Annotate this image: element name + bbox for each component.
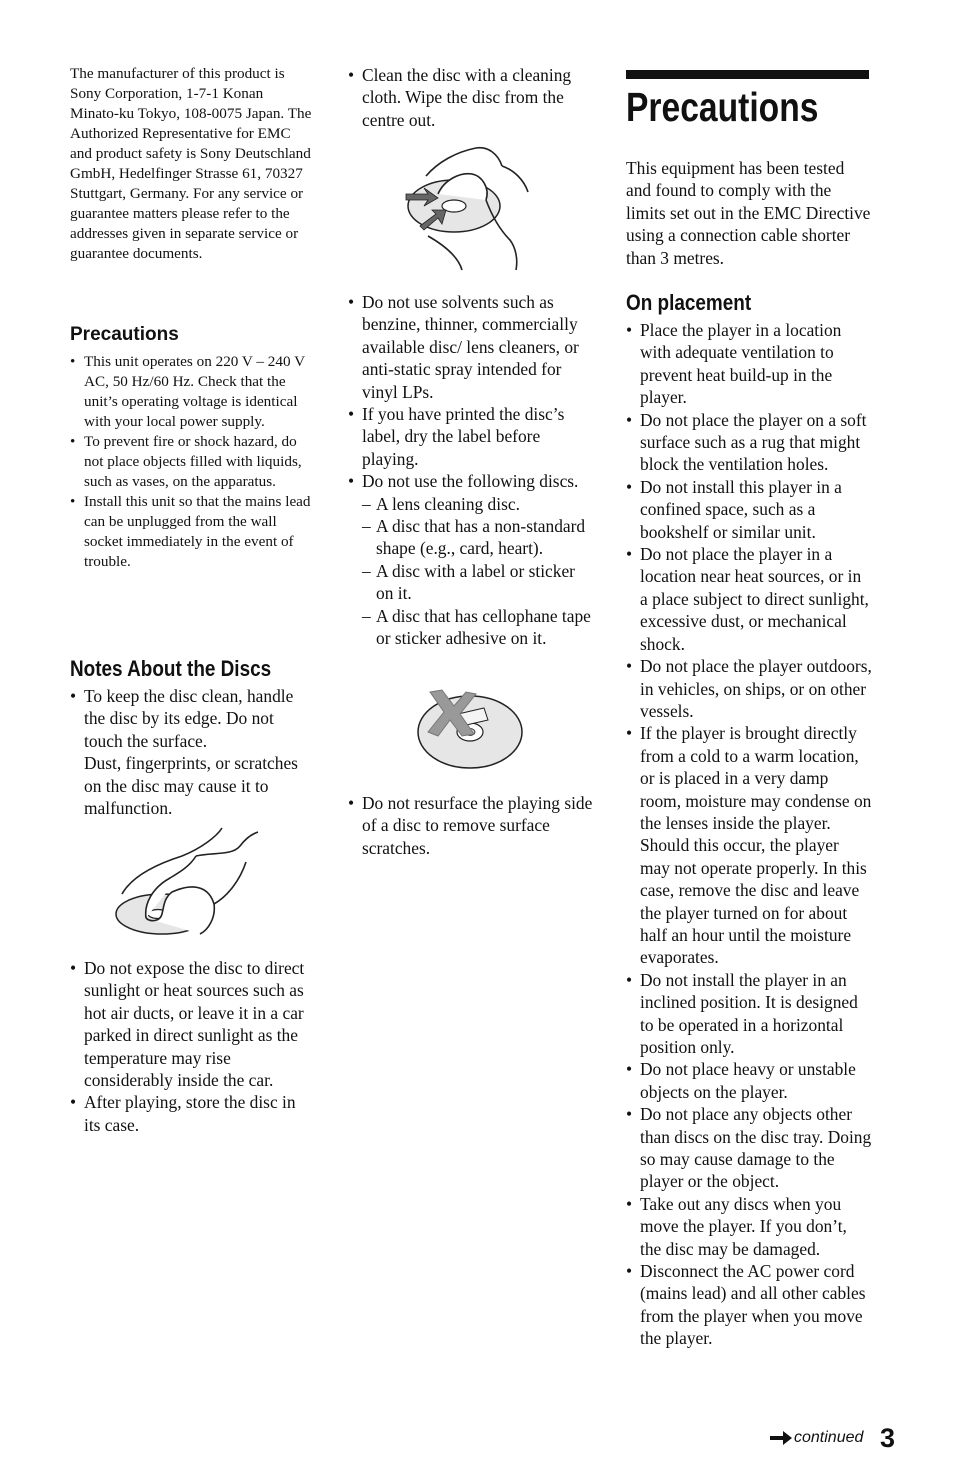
middle-list	[362, 291, 594, 650]
list-item: • Do not expose the disc to direct sunlight or heat sources such as hot air ducts, or leave it in a car parked in direct sunlight as the temperature may rise considerably inside the car.	[84, 957, 316, 1091]
list-item: • Do not place the player outdoors, in vehicles, on ships, or on other vessels.	[640, 655, 872, 722]
precautions-subheading: Precautions	[70, 324, 179, 345]
page-number: 3	[880, 1423, 896, 1453]
notes-heading: Notes About the Discs	[70, 656, 272, 681]
dash-item: – A lens cleaning disc.	[362, 493, 594, 515]
right-arrow-icon	[770, 1431, 792, 1445]
notes-item-text: To keep the disc clean, handle the disc by its edge. Do not touch the surface.	[84, 686, 294, 751]
title-rule	[626, 70, 869, 79]
list-item	[362, 470, 594, 649]
dash-item: – A disc that has cellophane tape or sticker adhesive on it.	[362, 605, 594, 650]
list-item: • This unit operates on 220 V – 240 V AC, 50 Hz/60 Hz. Check that the unit’s operating voltage is identical with your local power supply.	[84, 352, 314, 432]
disc-dash-list	[362, 493, 594, 650]
manufacturer-paragraph: The manufacturer of this product is Sony Corporation, 1-7-1 Konan Minato-ku Tokyo, 108-0075 Japan. The Authorized Representative for EMC and product safety is Sony Deutschland GmbH, Hedelfinger Strasse 61, 70327 Stuttgart, Germany. For any service or guarantee matters please refer to the addresses given in separate service or guarantee documents.	[70, 65, 312, 262]
list-item: • Place the player in a location with adequate ventilation to prevent heat build-up in the player.	[640, 319, 872, 409]
list-item: • Do not install this player in a confined space, such as a bookshelf or similar unit.	[640, 476, 872, 543]
notes-list-top	[84, 685, 316, 819]
list-item: • If the player is brought directly from a cold to a warm location, or is placed in a very damp room, moisture may condense on the lenses inside the player. Should this occur, the player may not operate properly. In this case, remove the disc and leave the player turned on for about half an hour until the moisture evaporates.	[640, 722, 872, 968]
list-item: • After playing, store the disc in its case.	[84, 1091, 316, 1136]
list-item: • Clean the disc with a cleaning cloth. Wipe the disc from the centre out.	[362, 64, 594, 131]
notes-item-text-extra: Dust, fingerprints, or scratches on the disc may cause it to malfunction.	[84, 753, 298, 819]
list-item: • Do not place any objects other than discs on the disc tray. Doing so may cause damage to the player or the object.	[640, 1103, 872, 1193]
list-item: • To prevent fire or shock hazard, do not place objects filled with liquids, such as vases, on the apparatus.	[84, 432, 314, 492]
list-item: • If you have printed the disc’s label, dry the label before playing.	[362, 403, 594, 470]
intro-paragraph: This equipment has been tested and found to comply with the limits set out in the EMC Directive using a connection cable shorter than 3 metres.	[626, 158, 871, 268]
list-item: • Do not place heavy or unstable objects on the player.	[640, 1058, 872, 1103]
page-title: Precautions	[626, 84, 819, 130]
list-item: • Disconnect the AC power cord (mains lead) and all other cables from the player when you move the player.	[640, 1260, 872, 1350]
precautions-list	[84, 352, 314, 572]
list-item: • Do not place the player on a soft surface such as a rug that might block the ventilation holes.	[640, 409, 872, 476]
clean-list	[362, 64, 594, 131]
list-item: • Install this unit so that the mains lead can be unplugged from the wall socket immediately in the event of trouble.	[84, 492, 314, 572]
list-item	[84, 685, 316, 819]
placement-list	[640, 319, 872, 1350]
list-item: • Do not resurface the playing side of a disc to remove surface scratches.	[362, 792, 594, 859]
resurface-list	[362, 792, 594, 859]
taped-disc-illustration	[414, 686, 526, 772]
dash-item: – A disc with a label or sticker on it.	[362, 560, 594, 605]
list-item: • Do not install the player in an inclined position. It is designed to be operated in a horizontal position only.	[640, 969, 872, 1059]
following-discs-text: Do not use the following discs.	[362, 471, 579, 492]
page-footer	[770, 1425, 900, 1461]
notes-list-bottom	[84, 957, 316, 1136]
finger-disc-illustration	[112, 826, 272, 938]
placement-heading: On placement	[626, 290, 752, 315]
cleaning-disc-illustration	[398, 144, 538, 272]
dash-item: – A disc that has a non-standard shape (e.g., card, heart).	[362, 515, 594, 560]
continued-label: continued	[794, 1429, 864, 1446]
list-item: • Do not place the player in a location near heat sources, or in a place subject to direct sunlight, excessive dust, or mechanical shock.	[640, 543, 872, 655]
list-item: • Take out any discs when you move the player. If you don’t, the disc may be damaged.	[640, 1193, 872, 1260]
list-item: • Do not use solvents such as benzine, thinner, commercially available disc/ lens cleaners, or anti-static spray intended for vinyl LPs.	[362, 291, 594, 403]
